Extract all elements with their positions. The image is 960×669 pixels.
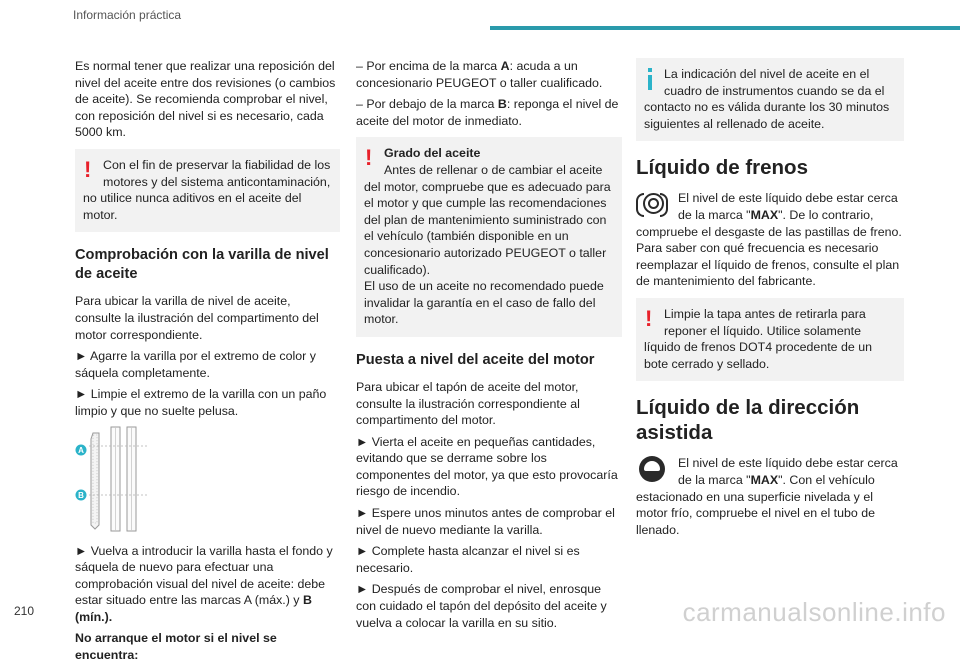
header-accent-bar: [490, 26, 960, 30]
steering-fluid-paragraph: El nivel de este líquido debe estar cerca de la marca "MAX". Con el vehículo estacionado en una superficie nivelada y el motor frío, compruebe el nivel en el tubo de llenado.: [636, 456, 898, 537]
warning-text: El uso de un aceite no recomendado puede invalidar la garantía en el caso de fallo del motor.: [364, 279, 604, 327]
step: ► Vuelva a introducir la varilla hasta el fondo y sáquela de nuevo para efectuar una comprobación visual del nivel de aceite: debe estar situado entre las marcas A (máx.) y B (mín.).: [75, 543, 333, 624]
section-heading: Puesta a nivel del aceite del motor: [356, 351, 595, 368]
column-3: [636, 58, 904, 538]
list-item: – Por encima de la marca A: acuda a un concesionario PEUGEOT o taller cualificado.: [356, 59, 603, 90]
bold-paragraph: No arranque el motor si el nivel se encuentra:: [75, 631, 277, 663]
step: ► Después de comprobar el nivel, enrosque con cuidado el tapón del depósito del aceite y vuelva a colocar la varilla en su sitio.: [356, 582, 607, 630]
page-number: 210: [14, 604, 35, 618]
paragraph: Para ubicar la varilla de nivel de aceite, consulte la ilustración del compartimento del motor correspondiente.: [75, 294, 319, 342]
dipstick-illustration: [75, 425, 340, 535]
section-title-power-steering-fluid: Líquido de la dirección asistida: [636, 396, 860, 445]
section-heading: Comprobación con la varilla de nivel de aceite: [75, 247, 329, 283]
note-title: Grado del aceite: [384, 146, 481, 161]
paragraph: Para saber con qué frecuencia es necesario reemplazar el líquido de frenos, consulte el plan de mantenimiento del fabricante.: [636, 241, 900, 289]
warning-text: Limpie la tapa antes de retirarla para reponer el líquido. Utilice solamente líquido de frenos DOT4 procedente de un bote cerrado y sellado.: [644, 306, 872, 371]
warning-text: Con el fin de preservar la fiabilidad de los motores y del sistema anticontaminación, no utilice nunca aditivos en el aceite del motor.: [83, 157, 331, 222]
warning-icon: !: [365, 145, 373, 171]
info-icon: [648, 68, 652, 90]
column-1: [75, 58, 340, 669]
warning-note: [356, 137, 622, 337]
watermark: carmanualsonline.info: [682, 597, 946, 627]
paragraph: Para ubicar el tapón de aceite del motor, consulte la ilustración correspondiente al compartimento del motor.: [356, 379, 580, 428]
warning-icon: !: [84, 156, 92, 182]
warning-icon: !: [645, 305, 653, 331]
steering-wheel-icon: [636, 455, 672, 483]
warning-note: [636, 298, 904, 381]
step: ► Limpie el extremo de la varilla con un paño limpio y que no suelte pelusa.: [75, 387, 327, 418]
running-header: Información práctica: [73, 8, 182, 22]
step: ► Vierta el aceite en pequeñas cantidades, evitando que se derrame sobre los componentes del motor, ya que esto provocaría riesgo de incendio.: [356, 434, 618, 499]
info-text: La indicación del nivel de aceite en el cuadro de instrumentos cuando se da el contacto no es válida durante los 30 minutos siguientes al rellenado de aceite.: [644, 67, 890, 131]
step: ► Espere unos minutos antes de comprobar el nivel de nuevo mediante la varilla.: [356, 506, 615, 537]
paragraph: Es normal tener que realizar una reposición del nivel del aceite entre dos revisiones (o cambios de aceite). Se recomienda comprobar el nivel, con reposición del nivel si es necesario, cada 5000 km.: [75, 59, 336, 140]
marker-a-label: A: [78, 445, 84, 455]
brake-warning-icon: [636, 190, 672, 218]
section-title-brake-fluid: Líquido de frenos: [636, 156, 808, 180]
info-note: [636, 58, 904, 141]
warning-text: Antes de rellenar o de cambiar el aceite del motor, compruebe que es adecuado para el motor y que cumple las recomendaciones del plan de mantenimiento suministrado con el vehículo (también disponible en un concesionario autorizado PEUGEOT o taller cualificado).: [364, 162, 611, 277]
column-2: [356, 58, 622, 636]
step: ► Agarre la varilla por el extremo de color y sáquela completamente.: [75, 349, 316, 380]
warning-note: [75, 149, 340, 232]
brake-fluid-paragraph: El nivel de este líquido debe estar cerca de la marca "MAX". De lo contrario, compruebe el desgaste de las pastillas de freno.: [636, 191, 902, 239]
step: ► Complete hasta alcanzar el nivel si es necesario.: [356, 544, 580, 575]
list-item: – Por debajo de la marca B: reponga el nivel de aceite del motor de inmediato.: [356, 97, 619, 128]
marker-b-label: B: [78, 490, 84, 500]
dipstick-diagram: [75, 425, 340, 535]
